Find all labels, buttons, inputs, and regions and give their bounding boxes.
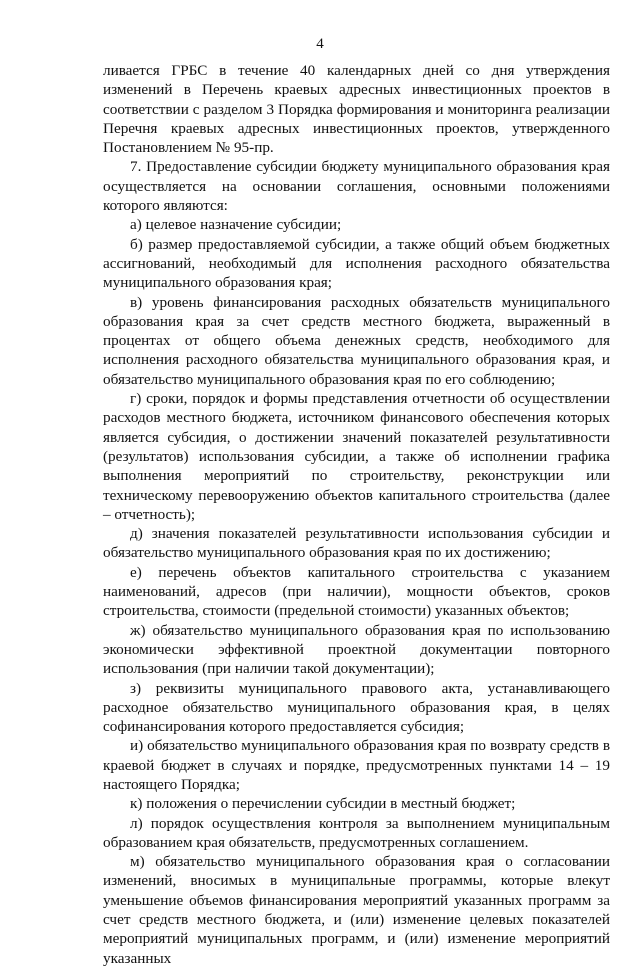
paragraph-item-z: з) реквизиты муниципального правового акта, устанавливающего расходное обязательство муниципального образования края, в целях софинансирования которого предоставляется субсидия;	[103, 679, 610, 736]
paragraph-item-l: л) порядок осуществления контроля за выполнением муниципальным образованием края обязательств, предусмотренных соглашением.	[103, 814, 610, 851]
paragraph-item-k: к) положения о перечислении субсидии в местный бюджет;	[130, 795, 516, 813]
paragraph-item-i: и) обязательство муниципального образования края по возврату средств в краевой бюджет в случаях и порядке, предусмотренных пунктами 14 – 19 настоящего Порядка;	[103, 737, 610, 793]
paragraph-item-e: е) перечень объектов капитального строительства с указанием наименований, адресов (при наличии), мощности объектов, сроков строительства, стоимости (предельной стоимости) указанных объектов;	[103, 563, 610, 620]
paragraph-item-7: 7. Предоставление субсидии бюджету муниципального образования края осуществляется на основании соглашения, основными положениями которого являются:	[103, 158, 610, 215]
paragraph-item-m: м) обязательство муниципального образования края о согласовании изменений, вносимых в муниципальные программы, которые влекут уменьшение объемов финансирования мероприятий указанных программ за счет средств местного бюджета, и (или) изменение целевых показателей мероприятий муниципальных программ, и (или) изменение мероприятий указанных	[103, 853, 610, 967]
paragraph-item-a: а) целевое назначение субсидии;	[130, 216, 342, 234]
paragraph-item-d: д) значения показателей результативности использования субсидии и обязательство муниципального образования края по их достижению;	[103, 525, 610, 562]
paragraph-item-b: б) размер предоставляемой субсидии, а также общий объем бюджетных ассигнований, необходимый для исполнения расходного обязательства муниципального образования края;	[103, 235, 610, 292]
paragraph-continuation: ливается ГРБС в течение 40 календарных дней со дня утверждения изменений в Перечень краевых адресных инвестиционных проектов в соответствии с разделом 3 Порядка формирования и мониторинга реализации Перечня краевых адресных инвестиционных проектов, утвержденного Постановлением № 95-пр.	[103, 62, 610, 157]
paragraph-item-v: в) уровень финансирования расходных обязательств муниципального образования края за счет средств местного бюджета, выраженный в процентах от общего объема денежных средств, необходимого для исполнения расходного обязательства муниципального образования края, и обязательство муниципального образования края по его соблюдению;	[103, 293, 610, 388]
document-body	[103, 61, 610, 968]
paragraph-item-g: г) сроки, порядок и формы представления отчетности об осуществлении расходов местного бюджета, источником финансового обеспечения которых является субсидия, о достижении значений показателей результативности (результатов) использования субсидии, а также об исполнении графика выполнения мероприятий по строительству, реконструкции или техническому перевооружению объектов капитального строительства (далее – отчетность);	[103, 390, 610, 523]
paragraph-item-zh: ж) обязательство муниципального образования края по использованию экономически эффективной проектной документации повторного использования (при наличии такой документации);	[103, 621, 610, 678]
page-number: 4	[316, 36, 324, 52]
